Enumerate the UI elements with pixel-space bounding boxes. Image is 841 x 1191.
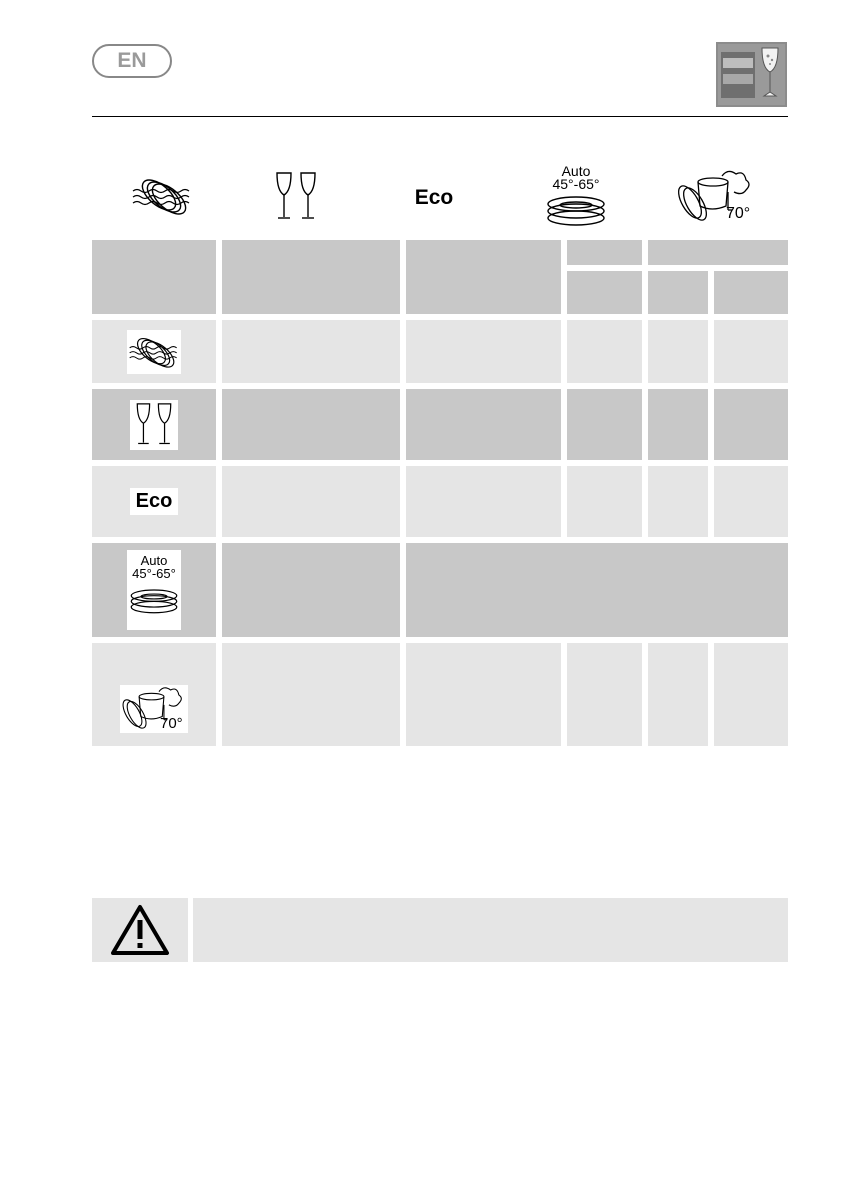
auto-plates-icon [127, 550, 181, 630]
table-header-cell [648, 271, 708, 314]
table-cell [648, 466, 708, 537]
table-cell [406, 389, 561, 460]
table-cell [714, 389, 788, 460]
table-cell [714, 643, 788, 746]
table-cell [406, 320, 561, 383]
plates-water-icon [130, 172, 194, 220]
table-cell [567, 389, 642, 460]
table-cell [567, 320, 642, 383]
table-row-icon-cell [92, 320, 216, 383]
table-row-icon-cell [92, 389, 216, 460]
table-row-icon-cell [92, 643, 216, 746]
warning-text-box [193, 898, 788, 962]
warning-icon-box [92, 898, 188, 962]
table-header-cell [567, 271, 642, 314]
table-header-cell [567, 240, 642, 265]
header-divider [92, 116, 788, 117]
intensive-temp-label: 70° [726, 205, 751, 222]
table-cell [567, 466, 642, 537]
table-row-icon-cell [92, 466, 216, 537]
table-cell [406, 643, 561, 746]
pot-steam-icon [676, 168, 756, 226]
dishwasher-glass-icon [716, 42, 787, 107]
table-cell [714, 466, 788, 537]
table-cell [222, 389, 400, 460]
auto-label: Auto [561, 163, 591, 179]
table-cell [222, 543, 400, 637]
auto-label: Auto [140, 553, 168, 568]
table-cell [222, 466, 400, 537]
table-cell [648, 320, 708, 383]
warning-triangle-icon [108, 902, 172, 958]
table-cell [714, 320, 788, 383]
table-header-cell [222, 240, 400, 314]
table-header-cell [648, 240, 788, 265]
table-header-cell [92, 240, 216, 314]
auto-range-label: 45°-65° [552, 176, 600, 192]
eco-label: Eco [130, 488, 179, 515]
pot-steam-icon [120, 685, 188, 733]
table-cell [648, 643, 708, 746]
wine-glasses-icon [130, 400, 178, 450]
table-row-icon-cell [92, 543, 216, 637]
table-cell [406, 466, 561, 537]
plates-water-icon [127, 330, 181, 374]
table-cell [567, 643, 642, 746]
table-header-cell [406, 240, 561, 314]
table-cell [222, 320, 400, 383]
eco-label: Eco [414, 186, 454, 209]
auto-range-label: 45°-65° [132, 566, 176, 581]
wine-glasses-icon [270, 170, 322, 224]
language-badge: EN [92, 44, 172, 78]
auto-plates-icon [536, 164, 616, 230]
table-merged-cell [406, 543, 788, 637]
table-header-cell [714, 271, 788, 314]
table-cell [648, 389, 708, 460]
table-cell [222, 643, 400, 746]
intensive-temp-label: 70° [160, 714, 183, 732]
